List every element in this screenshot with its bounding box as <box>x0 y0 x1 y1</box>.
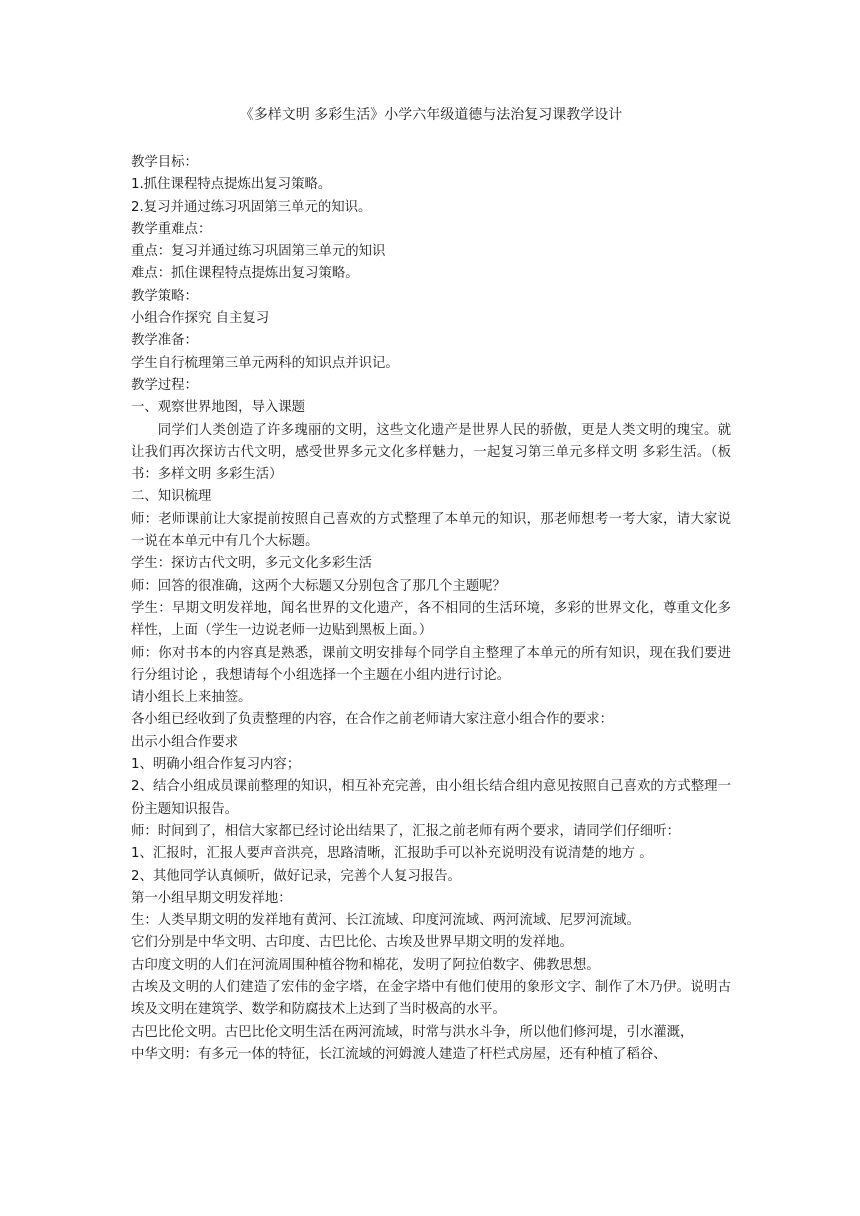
document-title: 《多样文明 多彩生活》小学六年级道德与法治复习课教学设计 <box>239 107 623 123</box>
teacher-line: 师：回答的很准确，这两个大标题又分别包含了那几个主题呢？ <box>131 578 506 594</box>
body-line: 各小组已经收到了负责整理的内容，在合作之前老师请大家注意小组合作的要求： <box>131 712 614 728</box>
section-heading-preparation: 教学准备： <box>131 333 198 349</box>
document-body <box>131 152 731 1066</box>
student-line: 生：人类早期文明的发祥地有黄河、长江流域、印度河流域、两河流域、尼罗河流域。 <box>131 913 640 929</box>
requirement-item: 2、其他同学认真倾听，做好记录，完善个人复习报告。 <box>131 868 461 884</box>
body-line: 出示小组合作要求 <box>131 734 239 750</box>
objective-item: 2.复习并通过练习巩固第三单元的知识。 <box>131 199 372 215</box>
difficulty-item: 难点：抓住课程特点提炼出复习策略。 <box>131 266 359 282</box>
strategy-item: 小组合作探究 自主复习 <box>131 311 270 327</box>
section-heading-objectives: 教学目标： <box>131 155 198 170</box>
body-line: 古印度文明的人们在河流周围种植谷物和棉花，发明了阿拉伯数字、佛教思想。 <box>131 957 600 973</box>
student-line: 学生：探访古代文明，多元文化多彩生活 <box>131 556 373 572</box>
objective-item: 1.抓住课程特点提炼出复习策略。 <box>131 177 332 193</box>
body-line: 它们分别是中华文明、古印度、古巴比伦、古埃及世界早期文明的发祥地。 <box>131 935 573 951</box>
body-line: 中华文明：有多元一体的特征，长江流域的河姆渡人建造了杆栏式房屋，还有种植了稻谷、 <box>131 1046 667 1062</box>
requirement-item: 2、结合小组成员课前整理的知识，相互补充完善，由小组长结合组内意见按照自己喜欢的方式整理一份主题知识报告。 <box>131 779 731 817</box>
section-heading-strategy: 教学策略： <box>131 288 198 304</box>
student-line: 学生：早期文明发祥地，闻名世界的文化遗产，各不相同的生活环境，多彩的世界文化，尊重文化多样性，上面（学生一边说老师一边贴到黑板上面。） <box>131 600 731 639</box>
body-line: 古埃及文明的人们建造了宏伟的金字塔，在金字塔中有他们使用的象形文字、制作了木乃伊。说明古埃及文明在建筑学、数学和防腐技术上达到了当时极高的水平。 <box>131 979 731 1018</box>
group-heading: 第一小组早期文明发祥地： <box>131 890 292 906</box>
requirement-item: 1、明确小组合作复习内容； <box>131 757 301 773</box>
requirement-item: 1、汇报时，汇报人要声音洪亮，思路清晰，汇报助手可以补充说明没有说清楚的地方 。 <box>131 846 653 862</box>
body-line: 古巴比伦文明。古巴比伦文明生活在两河流域，时常与洪水斗争，所以他们修河堤，引水灌溉， <box>131 1024 694 1040</box>
section-heading-process: 教学过程： <box>131 377 198 393</box>
teacher-line: 师：时间到了，相信大家都已经讨论出结果了，汇报之前老师有两个要求，请同学们仔细听： <box>131 823 681 839</box>
process-step-heading: 一、观察世界地图，导入课题 <box>131 400 306 416</box>
intro-paragraph: 同学们人类创造了许多瑰丽的文明，这些文化遗产是世界人民的骄傲，更是人类文明的瑰宝。就让我们再次探访古代文明，感受世界多元文化多样魅力，一起复习第三单元多样文明 多彩生活。（板书：多样文明 多彩生活） <box>131 422 731 483</box>
teacher-line: 师：你对书本的内容真是熟悉，课前文明安排每个同学自主整理了本单元的所有知识，现在我们要进行分组讨论 ，我想请每个小组选择一个主题在小组内进行讨论。 <box>131 645 731 683</box>
section-heading-key-points: 教学重难点： <box>131 221 212 237</box>
teacher-line: 师：老师课前让大家提前按照自己喜欢的方式整理了本单元的知识，那老师想考一考大家，请大家说一说在本单元中有几个大标题。 <box>131 511 731 550</box>
key-point-item: 重点：复习并通过练习巩固第三单元的知识 <box>131 244 386 260</box>
preparation-item: 学生自行梳理第三单元两科的知识点并识记。 <box>131 355 399 371</box>
process-step-heading: 二、知识梳理 <box>131 489 212 505</box>
body-line: 请小组长上来抽签。 <box>131 690 252 706</box>
